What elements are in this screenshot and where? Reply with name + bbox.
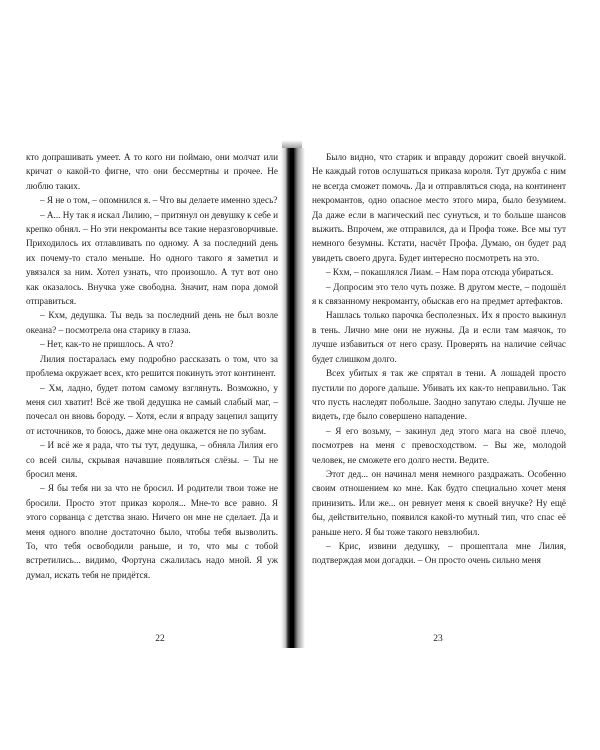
paragraph: Нашлась только парочка бесполезных. Их я просто выкинул в тень. Лично мне они не нужны. Да и если там маячок, то лучше избавиться от него сразу. Проверять на наличие сейчас будет слишком долго.: [312, 310, 566, 364]
right-page-text: [312, 150, 566, 620]
paragraph: – Я не о том, – опомнился я. – Что вы делаете именно здесь?: [40, 195, 278, 206]
page-number-left: 22: [155, 634, 165, 644]
paragraph: – Крис, извини дедушку, – прошептала мне Лилия, подтверждая мои догадки. – Он просто очень сильно меня: [312, 540, 566, 566]
paragraph: – Допросим это тело чуть позже. В другом месте, – подошёл я к связанному некроманту, обыскав его на предмет артефактов.: [312, 281, 566, 307]
paragraph: кто допрашивать умеет. А то кого ни поймаю, они молчат или кричат о какой-то фигне, что они бессмертны и прочее. Не люблю таких.: [26, 152, 278, 191]
page-number-right: 23: [433, 634, 443, 644]
paragraph: Этот дед... он начинал меня немного раздражать. Особенно своим отношением ко мне. Как будто специально хочет меня принизить. Или же... он ревнует меня к своей внучке? Ну ещё бы, действительно, появился какой-то мутный тип, что спас её раньше него. Я бы тоже такого невзлюбил.: [312, 468, 566, 537]
paragraph: – Я бы тебя ни за что не бросил. И родители твои тоже не бросили. Просто этот приказ короля... Мне-то все равно. Я этого сорванца с детства знаю. Ничего он мне не сделает. Да и меня одного вполне достаточно было, чтобы тебя вызволить. То, что тебя освободили раньше, и то, что мы с тобой встретились... видимо, Фортуна сжалилась надо мной. Я уж думал, искать тебя не придётся.: [26, 483, 278, 580]
paragraph: – И всё же я рада, что ты тут, дедушка, – обняла Лилия его со всей силы, скрывая начавшие появляться слёзы. – Ты не бросил меня.: [26, 440, 278, 479]
paragraph: Лилия постаралась ему подробно рассказать о том, что за проблема окружает всех, кто решится покинуть этот континент.: [26, 353, 278, 379]
paragraph: – Хм, ладно, будет потом самому взглянуть. Возможно, у меня сил хватит! Всё же твой дедушка не самый слабый маг, – почесал он вновь бороду. – Хотя, если я впраду зацепил защиту от источников, то боюсь, даже мне она окажется не по зубам.: [26, 382, 278, 436]
left-page-text: [26, 150, 278, 620]
paragraph: – Я его возьму, – закинул дед этого мага на своё плечо, посмотрев на меня с превосходством. – Вы же, молодой человек, не сможете его долго нести. Ведите.: [312, 425, 566, 465]
paragraph: Всех убитых я так же спрятал в тени. А лошадей просто пустили по дороге дальше. Убивать их как-то неправильно. Так что пусть наследят побольше. Заодно запутаю следы. Лучше не видеть, где было совершено нападение.: [312, 368, 566, 422]
paragraph: Было видно, что старик и вправду дорожит своей внучкой. Не каждый готов ослушаться приказа короля. Тут дружба с ним не всегда сможет помочь. Да и отправляться сюда, на континент некромантов, одно опасное место этого мира, было безумием. Да даже если в магический пес сунуться, и то больше шансов выжить. Впрочем, же отправился, да и Профа тоже. Все мы тут немного безумны. Кстати, насчёт Профа. Думаю, он будет рад увидеть своего друга. Будет интересно посмотреть на это.: [312, 152, 566, 263]
gutter-line: [290, 148, 294, 648]
paragraph: – Кхм, – покашлялся Лиам. – Нам пора отсюда убираться.: [326, 267, 554, 278]
paragraph: – А... Ну так я искал Лилию, – притянул он девушку к себе и крепко обнял. – Но эти некроманты все такие неразговорчивые. Приходилось их отлавливать по одному. А за последний день их почему-то стало меньше. Но одного такого я заметил и увязался за ним. Хотел узнать, что произошло. А тут вот оно как оказалось. Внучка уже свободна. Значит, нам пора домой отправиться.: [26, 209, 278, 307]
paragraph: – Нет, как-то не пришлось. А что?: [40, 339, 174, 350]
book-gutter: [281, 148, 305, 648]
paragraph: – Кхм, дедушка. Ты ведь за последний день не был возле океана? – посмотрела она старику в глаза.: [26, 310, 278, 335]
